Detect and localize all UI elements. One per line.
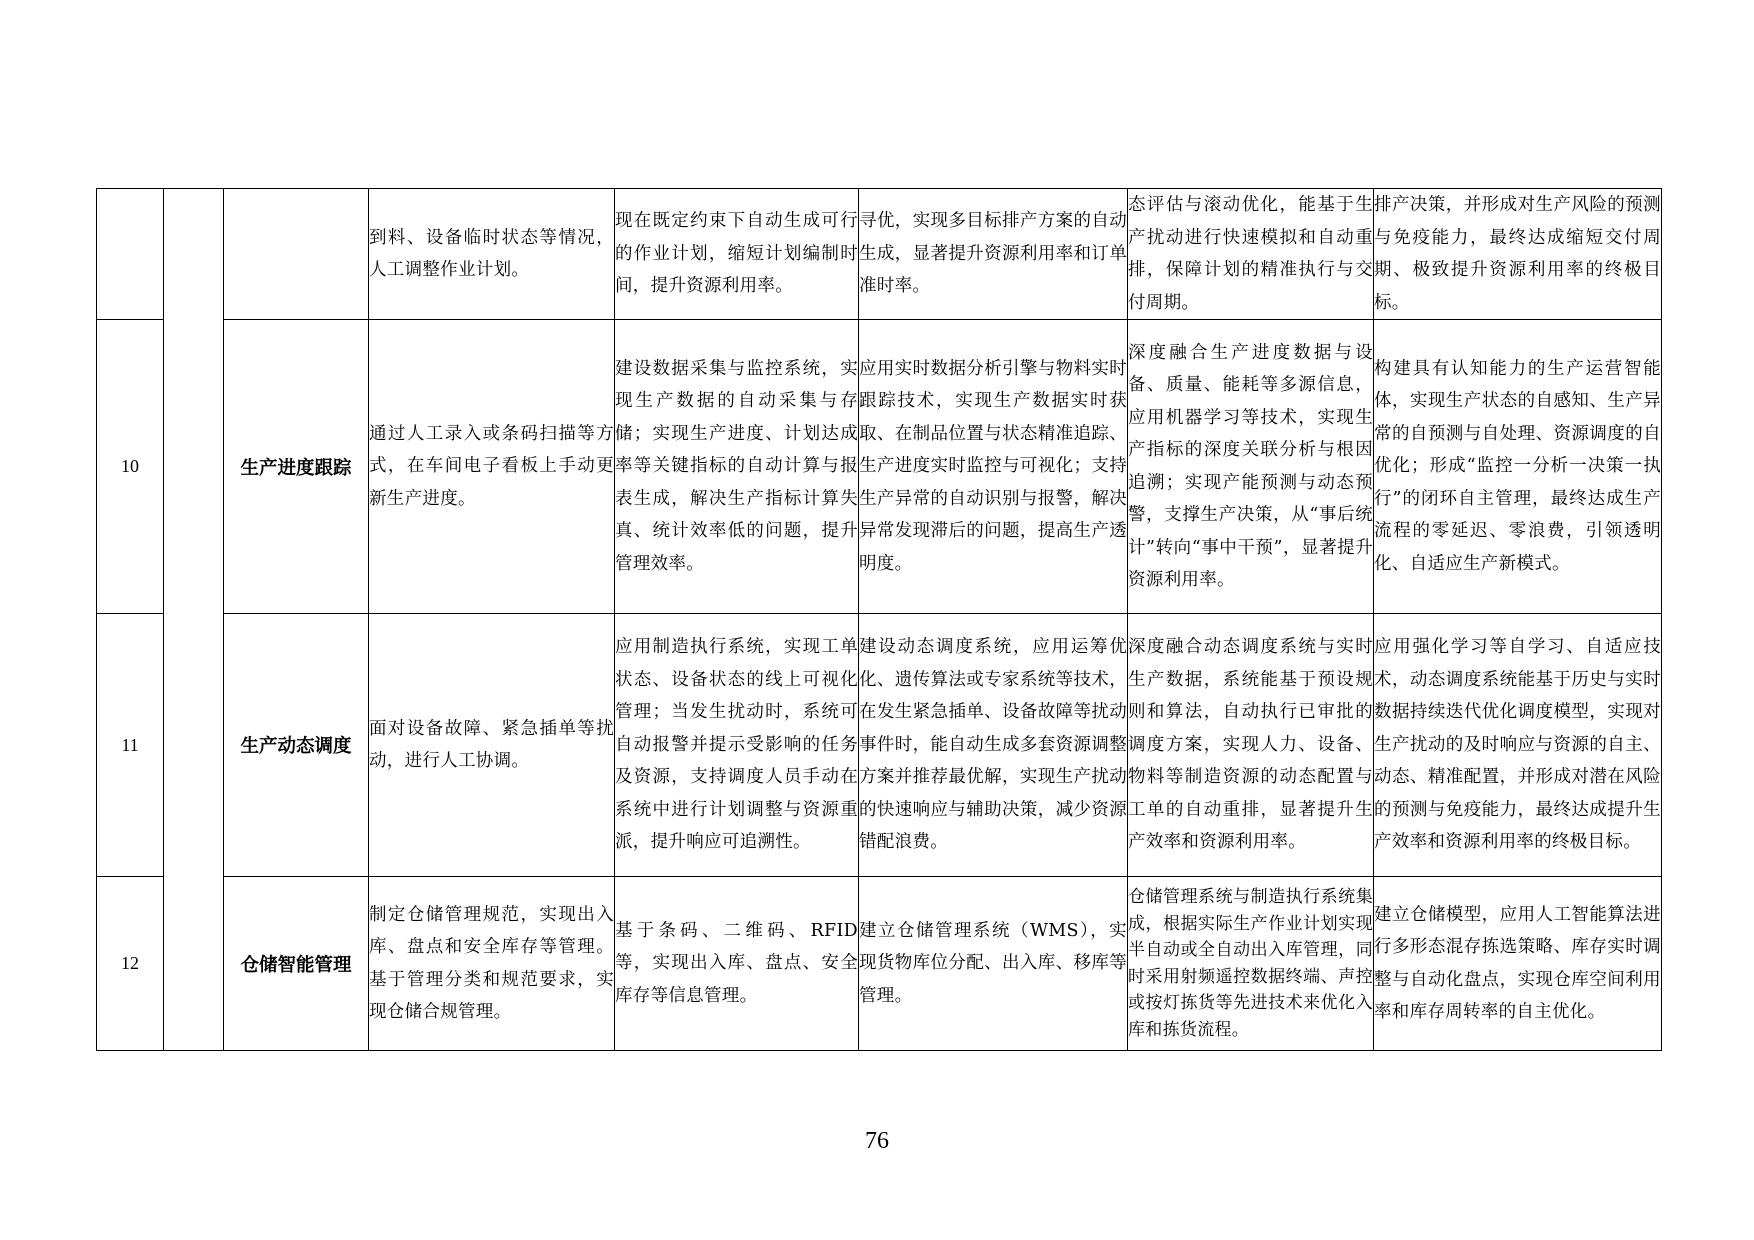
level-5-cell: 排产决策，并形成对生产风险的预测与免疫能力，最终达成缩短交付周期、极致提升资源利用率的终极目标。 bbox=[1374, 189, 1662, 320]
level-2-cell: 应用制造执行系统，实现工单状态、设备状态的线上可视化管理；当发生扰动时，系统可自动报警并提示受影响的任务及资源，支持调度人员手动在系统中进行计划调整与资源重派，提升响应可追溯性。 bbox=[615, 614, 859, 877]
level-1-cell: 通过人工录入或条码扫描等方式，在车间电子看板上手动更新生产进度。 bbox=[369, 320, 615, 614]
capability-table bbox=[96, 188, 1662, 1051]
item-name: 仓储智能管理 bbox=[224, 877, 369, 1051]
level-3-cell: 建立仓储管理系统（WMS），实现货物库位分配、出入库、移库等管理。 bbox=[859, 877, 1128, 1051]
category-column bbox=[164, 189, 224, 1051]
table-row bbox=[97, 877, 1662, 1051]
table-row bbox=[97, 614, 1662, 877]
row-number: 12 bbox=[97, 877, 164, 1051]
row-number bbox=[97, 189, 164, 320]
level-3-cell: 应用实时数据分析引擎与物料实时跟踪技术，实现生产数据实时获取、在制品位置与状态精准追踪、生产进度实时监控与可视化；支持生产异常的自动识别与报警，解决异常发现滞后的问题，提高生产透明度。 bbox=[859, 320, 1128, 614]
level-5-cell: 建立仓储模型，应用人工智能算法进行多形态混存拣选策略、库存实时调整与自动化盘点，实现仓库空间利用率和库存周转率的自主优化。 bbox=[1374, 877, 1662, 1051]
level-3-cell: 寻优，实现多目标排产方案的自动生成，显著提升资源利用率和订单准时率。 bbox=[859, 189, 1128, 320]
level-2-cell: 基于条码、二维码、RFID等，实现出入库、盘点、安全库存等信息管理。 bbox=[615, 877, 859, 1051]
level-4-cell: 仓储管理系统与制造执行系统集成，根据实际生产作业计划实现半自动或全自动出入库管理，同时采用射频遥控数据终端、声控或按灯拣货等先进技术来优化入库和拣货流程。 bbox=[1128, 877, 1374, 1051]
item-name bbox=[224, 189, 369, 320]
level-5-cell: 构建具有认知能力的生产运营智能体，实现生产状态的自感知、生产异常的自预测与自处理、资源调度的自优化；形成“监控一分析一决策一执行”的闭环自主管理，最终达成生产流程的零延迟、零浪费，引领透明化、自适应生产新模式。 bbox=[1374, 320, 1662, 614]
level-4-cell: 深度融合生产进度数据与设备、质量、能耗等多源信息，应用机器学习等技术，实现生产指标的深度关联分析与根因追溯；实现产能预测与动态预警，支撑生产决策，从“事后统计”转向“事中干预”，显著提升资源利用率。 bbox=[1128, 320, 1374, 614]
level-1-cell: 面对设备故障、紧急插单等扰动，进行人工协调。 bbox=[369, 614, 615, 877]
level-1-cell: 制定仓储管理规范，实现出入库、盘点和安全库存等管理。基于管理分类和规范要求，实现仓储合规管理。 bbox=[369, 877, 615, 1051]
level-5-cell: 应用强化学习等自学习、自适应技术，动态调度系统能基于历史与实时数据持续迭代优化调度模型，实现对生产扰动的及时响应与资源的自主、动态、精准配置，并形成对潜在风险的预测与免疫能力，最终达成提升生产效率和资源利用率的终极目标。 bbox=[1374, 614, 1662, 877]
item-name: 生产动态调度 bbox=[224, 614, 369, 877]
level-2-cell: 现在既定约束下自动生成可行的作业计划，缩短计划编制时间，提升资源利用率。 bbox=[615, 189, 859, 320]
row-number: 10 bbox=[97, 320, 164, 614]
level-1-cell: 到料、设备临时状态等情况，人工调整作业计划。 bbox=[369, 189, 615, 320]
level-4-cell: 态评估与滚动优化，能基于生产扰动进行快速模拟和自动重排，保障计划的精准执行与交付周期。 bbox=[1128, 189, 1374, 320]
page-number: 76 bbox=[865, 1128, 889, 1154]
level-4-cell: 深度融合动态调度系统与实时生产数据，系统能基于预设规则和算法，自动执行已审批的调度方案，实现人力、设备、物料等制造资源的动态配置与工单的自动重排，显著提升生产效率和资源利用率。 bbox=[1128, 614, 1374, 877]
level-2-cell: 建设数据采集与监控系统，实现生产数据的自动采集与存储；实现生产进度、计划达成率等关键指标的自动计算与报表生成，解决生产指标计算失真、统计效率低的问题，提升管理效率。 bbox=[615, 320, 859, 614]
item-name: 生产进度跟踪 bbox=[224, 320, 369, 614]
table-row bbox=[97, 189, 1662, 320]
table-row bbox=[97, 320, 1662, 614]
level-3-cell: 建设动态调度系统，应用运筹优化、遗传算法或专家系统等技术，在发生紧急插单、设备故障等扰动事件时，能自动生成多套资源调整方案并推荐最优解，实现生产扰动的快速响应与辅助决策，减少资源错配浪费。 bbox=[859, 614, 1128, 877]
row-number: 11 bbox=[97, 614, 164, 877]
